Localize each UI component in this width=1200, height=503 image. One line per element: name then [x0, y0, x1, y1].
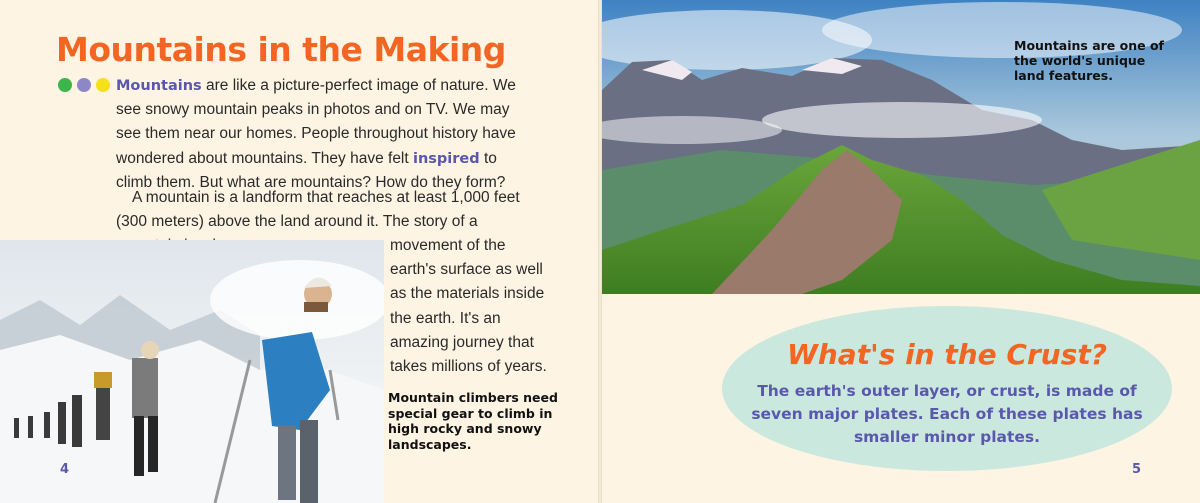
yellow-dot-icon — [96, 78, 110, 92]
mountains-photo-caption: Mountains are one of the world's unique land features. — [1014, 38, 1164, 83]
green-dot-icon — [58, 78, 72, 92]
sidebar-title: What's in the Crust? — [786, 338, 1107, 371]
intro-paragraph — [116, 74, 536, 195]
definition-paragraph-continued: movement of the earth's surface as well as the materials inside the earth. It's an amazing journey that takes millions of years. — [390, 237, 547, 376]
keyword-mountains[interactable]: Mountains — [116, 78, 202, 94]
climbers-illustration — [0, 240, 384, 503]
page-number-left: 4 — [60, 462, 70, 477]
page-number-right: 5 — [1132, 462, 1142, 477]
definition-text-lead: A mountain is a landform that reaches at least 1,000 feet (300 meters) above the land around it. The story of a — [116, 189, 520, 231]
intro-text-part1: are like a picture-perfect image of nature. We see snowy mountain peaks in photos and on TV. We may see them near our homes. People throughout history have wondered about mountains. They have felt — [116, 77, 516, 167]
mountain-climbers-photo — [0, 240, 384, 503]
climbers-photo-caption: Mountain climbers need special gear to climb in high rocky and snowy landscapes. — [388, 390, 558, 452]
keyword-inspired[interactable]: inspired — [413, 150, 480, 167]
sidebar-text: The earth's outer layer, or crust, is made of seven major plates. Each of these plates has smaller minor plates. — [751, 382, 1143, 446]
decorative-dots — [58, 78, 110, 92]
lavender-dot-icon — [77, 78, 91, 92]
intro-text-part2: to climb them. But what are mountains? How do they form? — [116, 149, 506, 191]
page-title: Mountains in the Making — [56, 30, 506, 69]
right-page — [602, 0, 1200, 503]
crust-sidebar — [722, 306, 1172, 471]
left-page — [0, 0, 598, 503]
